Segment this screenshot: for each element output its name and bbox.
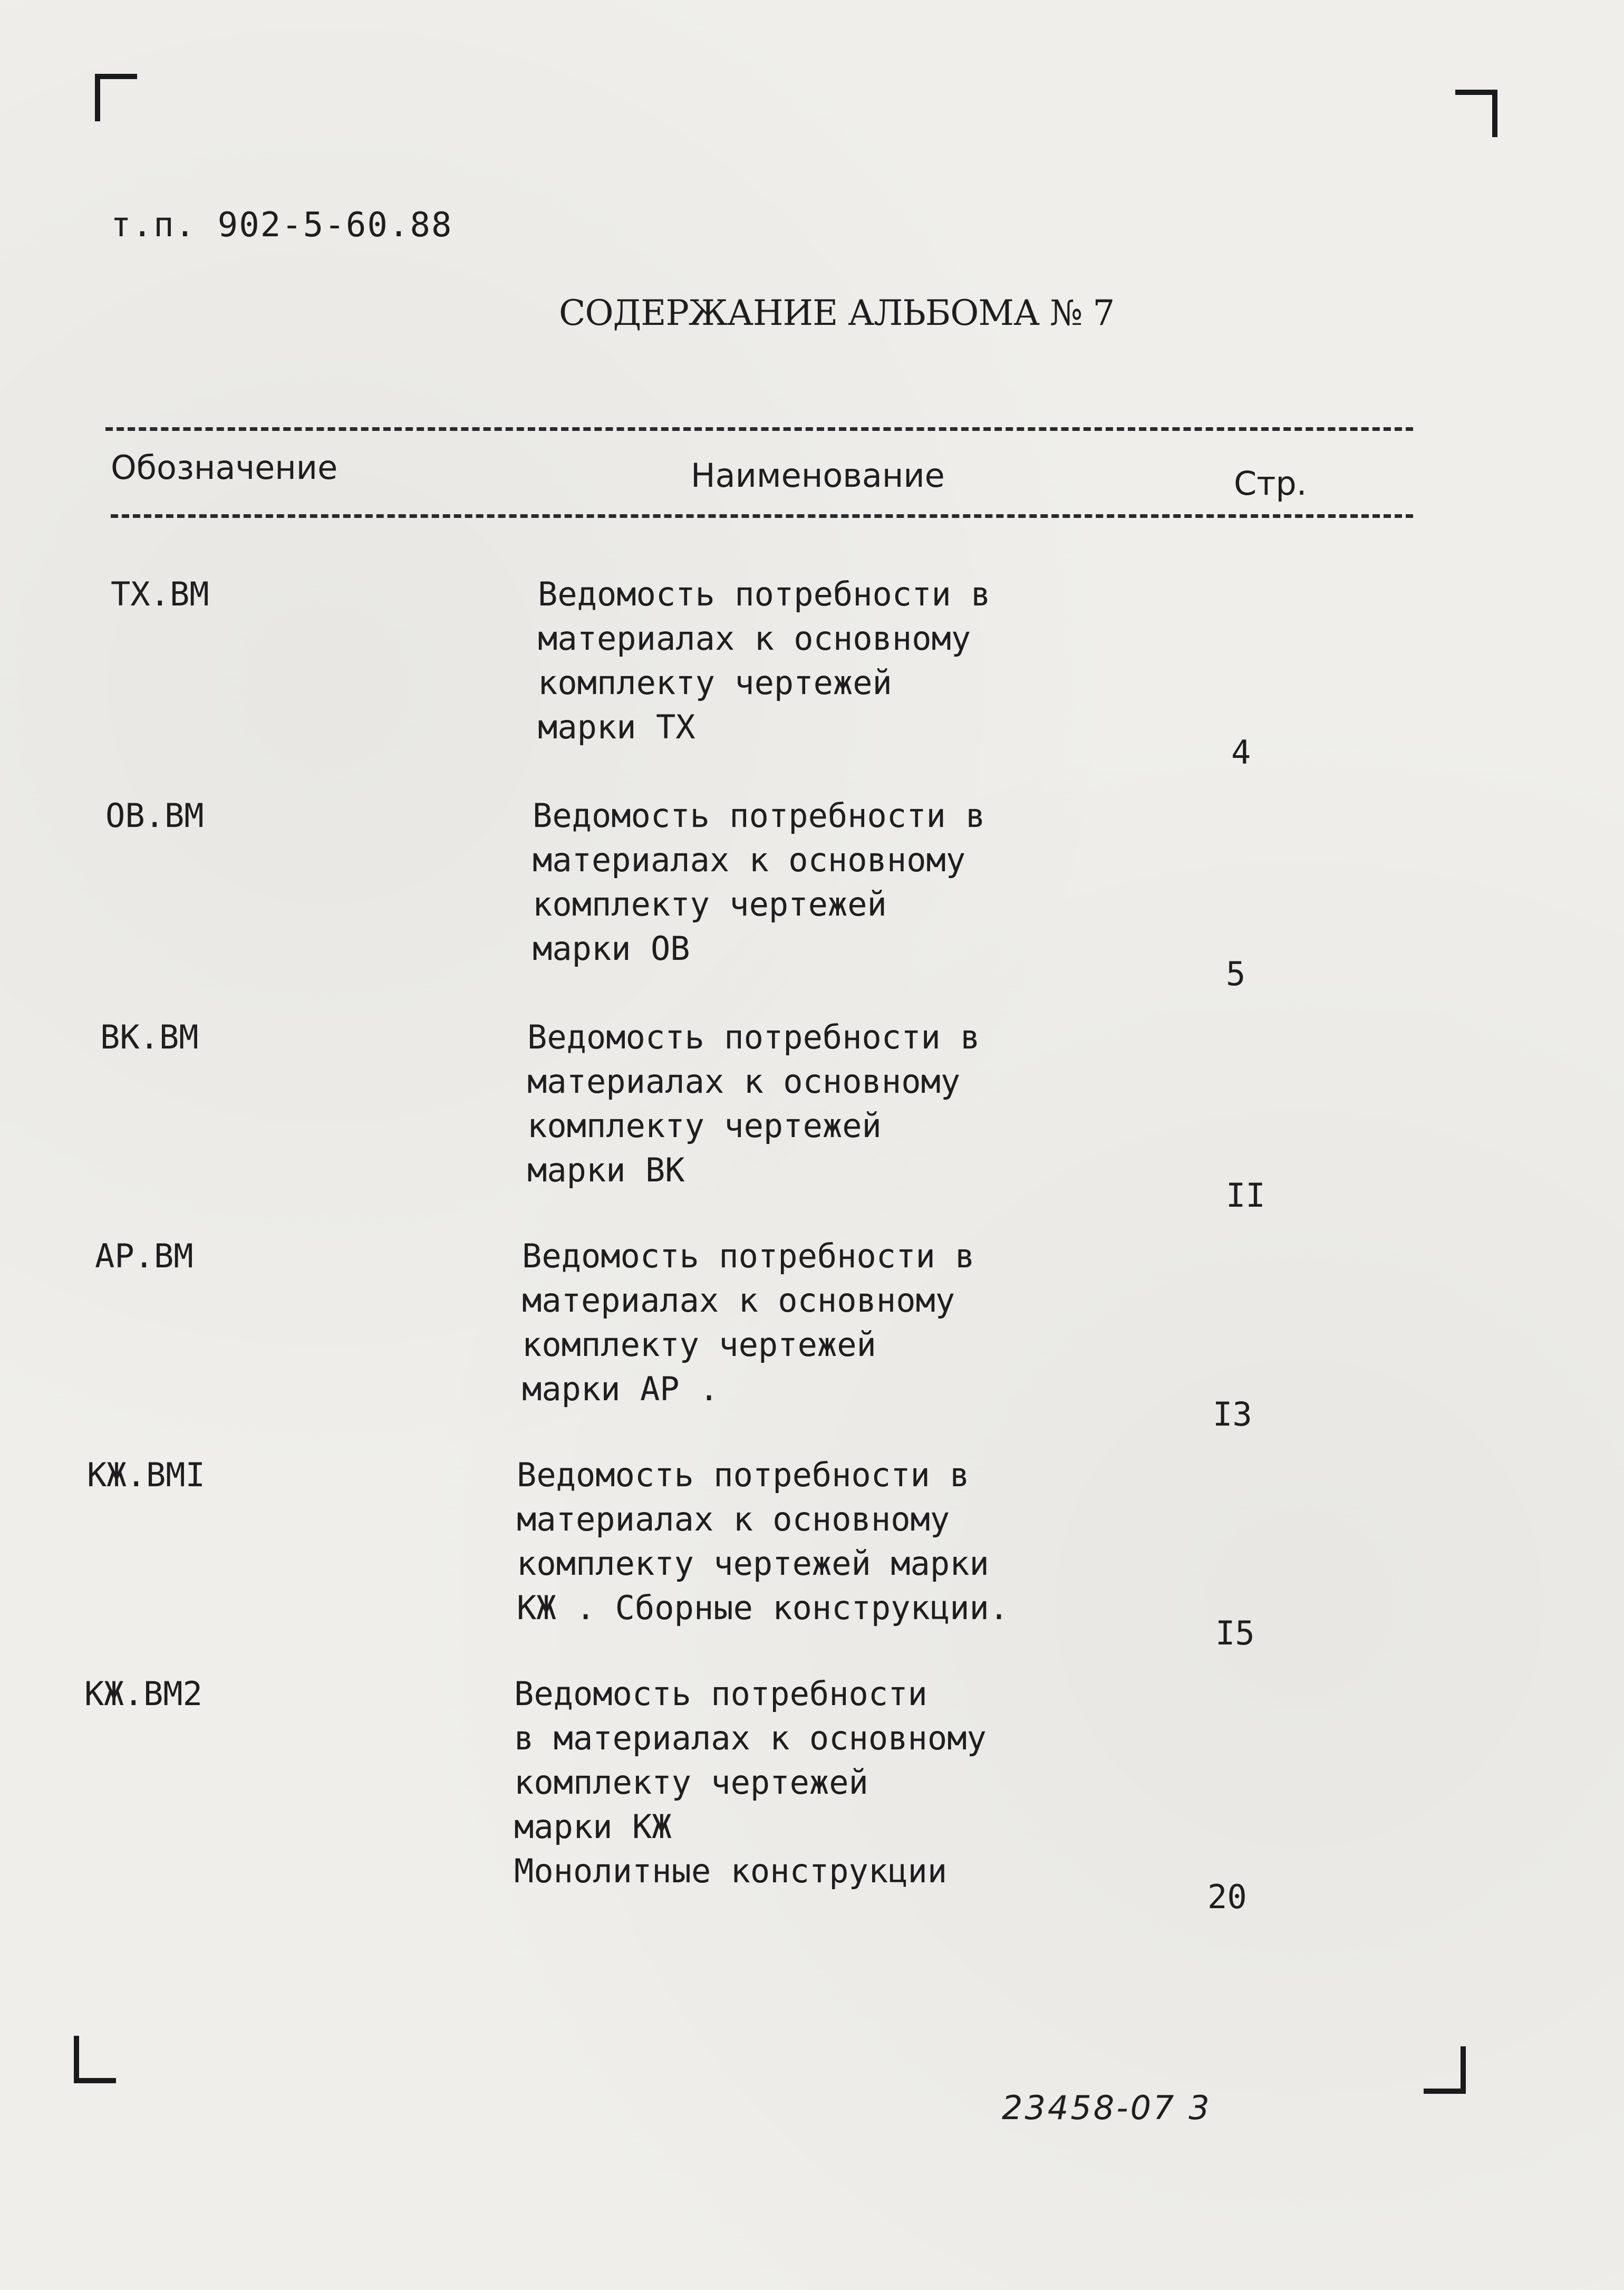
row-designation: АР.ВМ <box>95 1237 194 1275</box>
corner-mark-top-right <box>1455 90 1497 137</box>
row-page: 20 <box>1207 1878 1247 1916</box>
row-designation: КЖ.ВМ2 <box>84 1675 202 1713</box>
row-designation: КЖ.ВМI <box>87 1456 205 1494</box>
row-name <box>517 1453 1009 1630</box>
row-name-line: Ведомость потребности в <box>533 796 985 835</box>
row-name <box>514 1672 989 1893</box>
archive-stamp-number: 23458-07 3 <box>1002 2089 1212 2127</box>
row-name-line: комплекту чертежей <box>522 1325 876 1364</box>
row-name-line: Ведомость потребности в <box>522 1237 975 1275</box>
table-header-top-rule <box>105 427 1413 431</box>
table-header-bottom-rule <box>111 514 1413 518</box>
row-name-line: комплекту чертежей <box>533 885 887 923</box>
row-name-line: марки ТХ <box>538 708 695 746</box>
row-name-line: материалах к основному <box>533 841 966 879</box>
row-name-line: Ведомость потребности в <box>517 1456 970 1494</box>
corner-mark-bottom-right <box>1424 2046 1466 2094</box>
row-name-line: материалах к основному <box>527 1062 961 1101</box>
row-name-line: комплекту чертежей <box>527 1106 882 1145</box>
row-name <box>522 1234 997 1411</box>
row-name-line: Монолитные конструкции <box>514 1852 948 1890</box>
row-name-line: комплекту чертежей <box>538 663 892 702</box>
row-name-line: комплекту чертежей марки <box>517 1544 989 1583</box>
row-name-line: комплекту чертежей <box>514 1763 868 1802</box>
row-name-line: Ведомость потребности в <box>527 1018 980 1056</box>
document-code: т.п. 902-5-60.88 <box>111 206 453 245</box>
row-name-line: КЖ . Сборные конструкции. <box>517 1589 1009 1627</box>
row-name-line: марки ВК <box>527 1151 685 1189</box>
row-name-line: марки КЖ <box>514 1807 672 1846</box>
document-title: СОДЕРЖАНИЕ АЛЬБОМА № 7 <box>559 293 1115 333</box>
row-designation: ТХ.ВМ <box>111 575 209 613</box>
row-page: I3 <box>1213 1395 1252 1433</box>
row-page: II <box>1226 1176 1265 1215</box>
row-name-line: в материалах к основному <box>514 1719 987 1757</box>
header-designation: Обозначение <box>111 448 338 487</box>
row-name <box>527 1015 1002 1192</box>
row-name-line: материалах к основному <box>538 619 971 658</box>
corner-mark-top-left <box>95 74 137 121</box>
header-name: Наименование <box>691 456 945 495</box>
row-name-line: Ведомость потребности <box>514 1675 927 1713</box>
row-name-line: материалах к основному <box>517 1500 950 1538</box>
row-name-line: материалах к основному <box>522 1281 955 1320</box>
row-designation: ОВ.ВМ <box>105 796 204 835</box>
row-page: 4 <box>1231 733 1251 772</box>
row-name-line: марки АР . <box>522 1370 719 1408</box>
row-page: I5 <box>1215 1614 1255 1652</box>
row-name-line: марки ОВ <box>533 929 690 968</box>
row-name <box>538 572 1012 749</box>
row-name <box>533 794 1007 971</box>
row-name-line: Ведомость потребности в <box>538 575 991 613</box>
header-page: Стр. <box>1234 464 1307 503</box>
row-page: 5 <box>1226 955 1246 993</box>
row-designation: ВК.ВМ <box>100 1018 199 1056</box>
corner-mark-bottom-left <box>74 2036 116 2083</box>
